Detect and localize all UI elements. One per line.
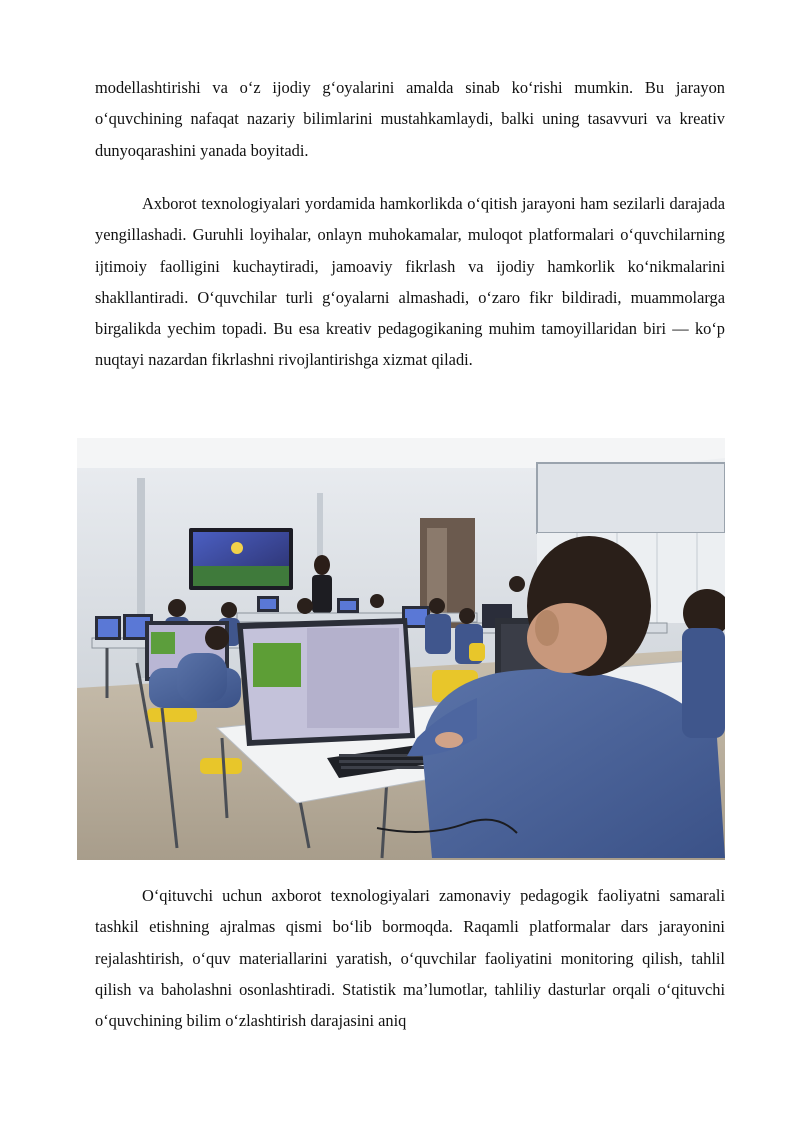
classroom-photo-illustration <box>77 438 725 860</box>
paragraph-3: O‘qituvchi uchun axborot texnologiyalari zamonaviy pedagogik faoliyatni samarali tashkil etishning ajralmas qismi bo‘lib bormoqda. Raqamli platformalar dars jarayonini rejalashtirish, o‘quv materiallarini yaratish, o‘quvchilar faoliyatini monitoring qilish, tahlil qilish va baholashni osonlashtiradi. Statistik ma’lumotlar, tahliliy dasturlar orqali o‘qituvchi o‘quvchining bilim o‘zlashtirish darajasini aniq <box>95 886 725 1031</box>
paragraph-2: Axborot texnologiyalari yordamida hamkorlikda o‘qitish jarayoni ham sezilarli darajada yengillashadi. Guruhli loyihalar, onlayn muhokamalar, muloqot platformalari o‘quvchilarning ijtimoiy faolligini kuchaytiradi, jamoaviy fikrlash va ijodiy hamkorlik ko‘nikmalarini shakllantiradi. O‘quvchilar turli g‘oyalarni almashadi, o‘zaro fikr bildiradi, muammolarga birgalikda yechim topadi. Bu esa kreativ pedagogikaning muhim tamoyillaridan biri — ko‘p nuqtayi nazardan fikrlashni rivojlantirishga xizmat qiladi. <box>95 194 725 370</box>
paragraph-1: modellashtirishi va o‘z ijodiy g‘oyalarini amalda sinab ko‘rishi mumkin. Bu jarayon o‘quvchining nafaqat nazariy bilimlarini mustahkamlaydi, balki uning tasavvuri va kreativ dunyoqarashini yanada boyitadi. <box>95 78 725 160</box>
classroom-photo <box>77 438 725 860</box>
